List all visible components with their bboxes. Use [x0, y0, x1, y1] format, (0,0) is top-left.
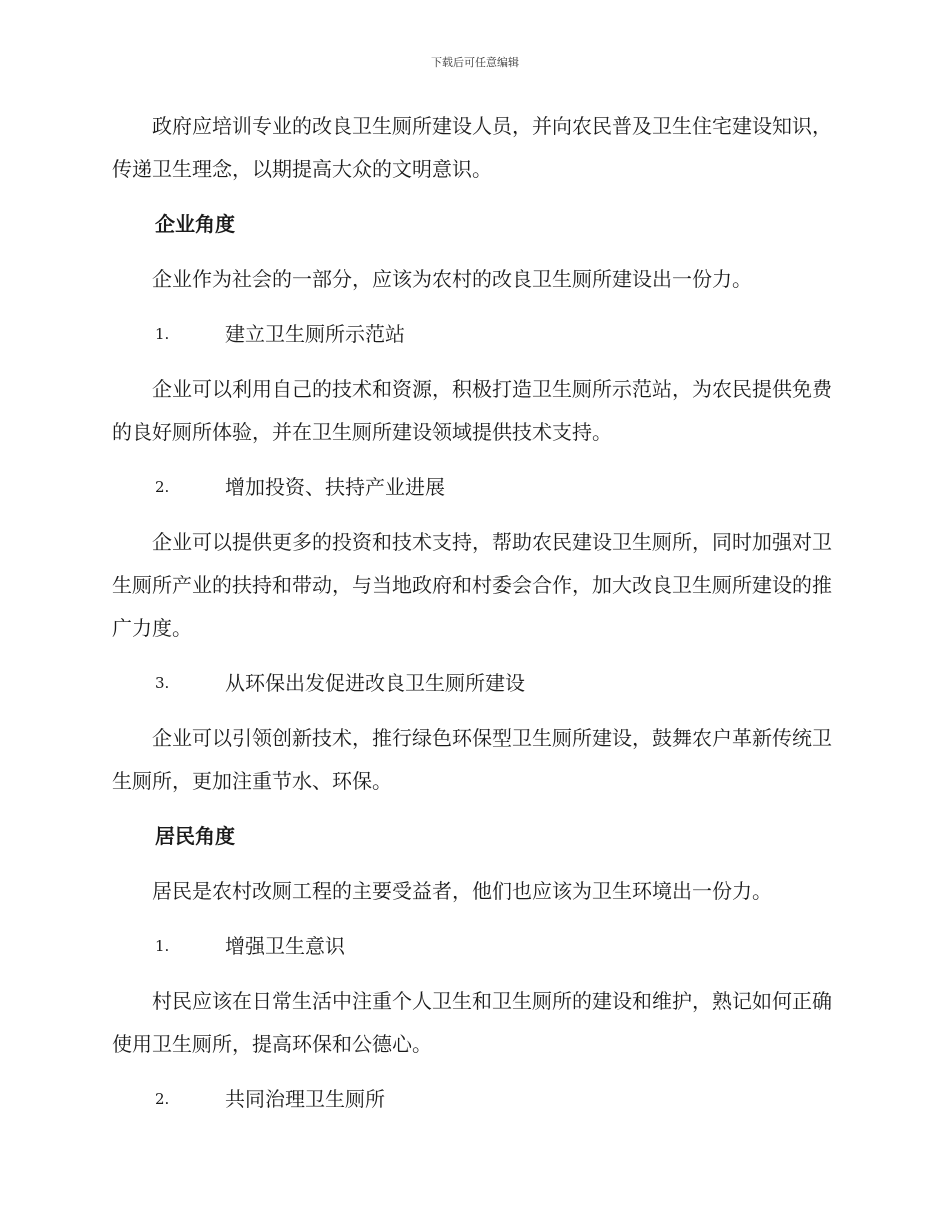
paragraph: 政府应培训专业的改良卫生厕所建设人员，并向农民普及卫生住宅建设知识，传递卫生理念，以期提高大众的文明意识。	[112, 114, 832, 181]
list-item-number: 1.	[155, 325, 170, 343]
paragraph: 企业可以引领创新技术，推行绿色环保型卫生厕所建设，鼓舞农户革新传统卫生厕所，更加注重节水、环保。	[112, 726, 832, 793]
page-header: 下载后可任意编辑	[431, 56, 519, 69]
paragraph: 企业可以提供更多的投资和技术支持，帮助农民建设卫生厕所，同时加强对卫生厕所产业的扶持和带动，与当地政府和村委会合作，加大改良卫生厕所建设的推广力度。	[112, 530, 832, 640]
paragraph: 居民是农村改厕工程的主要受益者，他们也应该为卫生环境出一份力。	[152, 879, 772, 903]
list-item-text: 从环保出发促进改良卫生厕所建设	[225, 671, 525, 695]
section-heading: 居民角度	[155, 824, 235, 848]
list-item-text: 共同治理卫生厕所	[225, 1087, 385, 1111]
paragraph: 企业可以利用自己的技术和资源，积极打造卫生厕所示范站，为农民提供免费的良好厕所体验，并在卫生厕所建设领域提供技术支持。	[112, 377, 832, 444]
list-item-number: 3.	[155, 674, 170, 692]
list-item-number: 2.	[155, 478, 170, 496]
list-item	[112, 662, 832, 705]
list-item-number: 2.	[155, 1090, 170, 1108]
list-item-text: 增强卫生意识	[225, 934, 345, 958]
list-item-text: 增加投资、扶持产业进展	[225, 475, 445, 499]
section-heading: 企业角度	[155, 212, 235, 236]
list-item-number: 1.	[155, 937, 170, 955]
paragraph: 企业作为社会的一部分，应该为农村的改良卫生厕所建设出一份力。	[152, 267, 752, 291]
list-item	[112, 466, 832, 509]
document-body	[112, 105, 832, 1133]
list-item	[112, 313, 832, 356]
list-item-text: 建立卫生厕所示范站	[225, 322, 405, 346]
paragraph: 村民应该在日常生活中注重个人卫生和卫生厕所的建设和维护，熟记如何正确使用卫生厕所，提高环保和公德心。	[112, 989, 832, 1056]
list-item	[112, 925, 832, 968]
list-item	[112, 1078, 832, 1121]
